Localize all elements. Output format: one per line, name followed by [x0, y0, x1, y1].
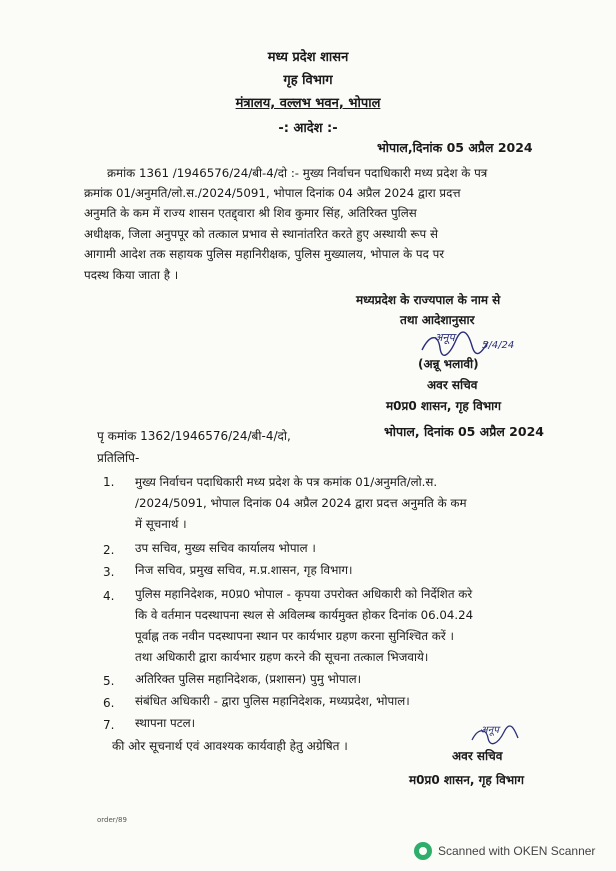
endorsement-ref: पृ कमांक 1362/1946576/24/बी-4/दो, — [97, 429, 291, 443]
signature-2: अनूप — [468, 724, 548, 748]
scanner-text: Scanned with OKEN Scanner — [438, 844, 596, 858]
copy-item-1-line-3: में सूचनार्थ । — [135, 517, 187, 531]
copy-item-5-line-1: अतिरिक्त पुलिस महानिदेशक, (प्रशासन) पुमु भोपाल। — [135, 672, 362, 686]
order-date: भोपाल,दिनांक 05 अप्रैल 2024 — [377, 140, 533, 155]
copy-item-2-line-1: उप सचिव, मुख्य सचिव कार्यालय भोपाल । — [135, 541, 316, 555]
copy-item-5-number: 5. — [103, 674, 115, 688]
order-para-line-2: क्रमांक 01/अनुमति/लो.स./2024/5091, भोपाल दिनांक 04 अप्रैल 2024 द्वारा प्रदत्त — [84, 186, 461, 200]
endorsement-department: म0प्र0 शासन, गृह विभाग — [409, 773, 525, 787]
order-para-line-1: क्रमांक 1361 /1946576/24/बी-4/दो :- मुख्य निर्वाचन पदाधिकारी मध्य प्रदेश के पत्र — [107, 166, 488, 180]
signatory-department: म0प्र0 शासन, गृह विभाग — [386, 399, 502, 413]
signature-1: अनूप 5/4/24 — [416, 330, 526, 360]
copy-item-6-number: 6. — [103, 696, 115, 710]
office-address: मंत्रालय, वल्लभ भवन, भोपाल — [235, 96, 381, 111]
government-heading: मध्य प्रदेश शासन — [267, 50, 349, 65]
authority-line-1: मध्यप्रदेश के राज्यपाल के नाम से — [356, 293, 501, 307]
scanner-watermark — [414, 840, 610, 862]
order-para-line-3: अनुमति के कम में राज्य शासन एतद्द्वारा श्री शिव कुमार सिंह, अतिरिक्त पुलिस — [84, 206, 417, 220]
order-para-line-5: आगामी आदेश तक सहायक पुलिस महानिरीक्षक, पुलिस मुख्यालय, भोपाल के पद पर — [84, 247, 445, 261]
copy-item-1-line-2: /2024/5091, भोपाल दिनांक 04 अप्रैल 2024 द्वारा प्रदत्त अनुमति के कम — [135, 496, 467, 510]
order-title: -: आदेश :- — [278, 121, 338, 136]
department-heading: गृह विभाग — [283, 73, 333, 88]
copy-item-3-line-1: निज सचिव, प्रमुख सचिव, म.प्र.शासन, गृह विभाग। — [135, 563, 353, 577]
copy-item-7-line-1: स्थापना पटल। — [135, 716, 196, 730]
copy-item-1-number: 1. — [103, 475, 115, 489]
copy-item-4-line-4: तथा अधिकारी द्वारा कार्यभार ग्रहण करने की सूचना तत्काल भिजवाये। — [135, 650, 429, 664]
copy-item-4-line-3: पूर्वाह्न तक नवीन पदस्थापना स्थान पर कार्यभार ग्रहण करना सुनिश्चित करें । — [135, 629, 454, 643]
copy-item-4-line-1: पुलिस महानिदेशक, म0प्र0 भोपाल - कृपया उपरोक्त अधिकारी को निर्देशित करे — [135, 587, 473, 601]
authority-line-2: तथा आदेशानुसार — [400, 313, 475, 327]
signatory-name: (अन्नू भलावी) — [418, 357, 479, 371]
scanner-logo-icon — [414, 842, 432, 860]
order-para-line-4: अधीक्षक, जिला अनुपपूर को तत्काल प्रभाव से स्थानांतरित करते हुए अस्थायी रूप से — [84, 227, 438, 241]
document-code: order/89 — [97, 816, 127, 824]
copy-item-1-line-1: मुख्य निर्वाचन पदाधिकारी मध्य प्रदेश के पत्र कमांक 01/अनुमति/लो.स. — [135, 475, 438, 489]
signatory-designation: अवर सचिव — [427, 378, 478, 392]
order-para-line-6: पदस्थ किया जाता है । — [84, 268, 179, 282]
copy-item-4-number: 4. — [103, 589, 115, 603]
closing-line: की ओर सूचनार्थ एवं आवश्यक कार्यवाही हेतु अग्रेषित । — [112, 739, 348, 753]
copy-label: प्रतिलिपि- — [97, 451, 140, 465]
copy-item-6-line-1: संबंधित अधिकारी - द्वारा पुलिस महानिदेशक, मध्यप्रदेश, भोपाल। — [135, 694, 410, 708]
copy-item-4-line-2: कि वे वर्तमान पदस्थापना स्थल से अविलम्ब कार्यमुक्त होकर दिनांक 06.04.24 — [135, 608, 474, 622]
endorsement-date: भोपाल, दिनांक 05 अप्रैल 2024 — [384, 424, 544, 439]
copy-item-2-number: 2. — [103, 543, 115, 557]
endorsement-designation: अवर सचिव — [452, 749, 503, 763]
copy-item-3-number: 3. — [103, 565, 115, 579]
copy-item-7-number: 7. — [103, 718, 115, 732]
